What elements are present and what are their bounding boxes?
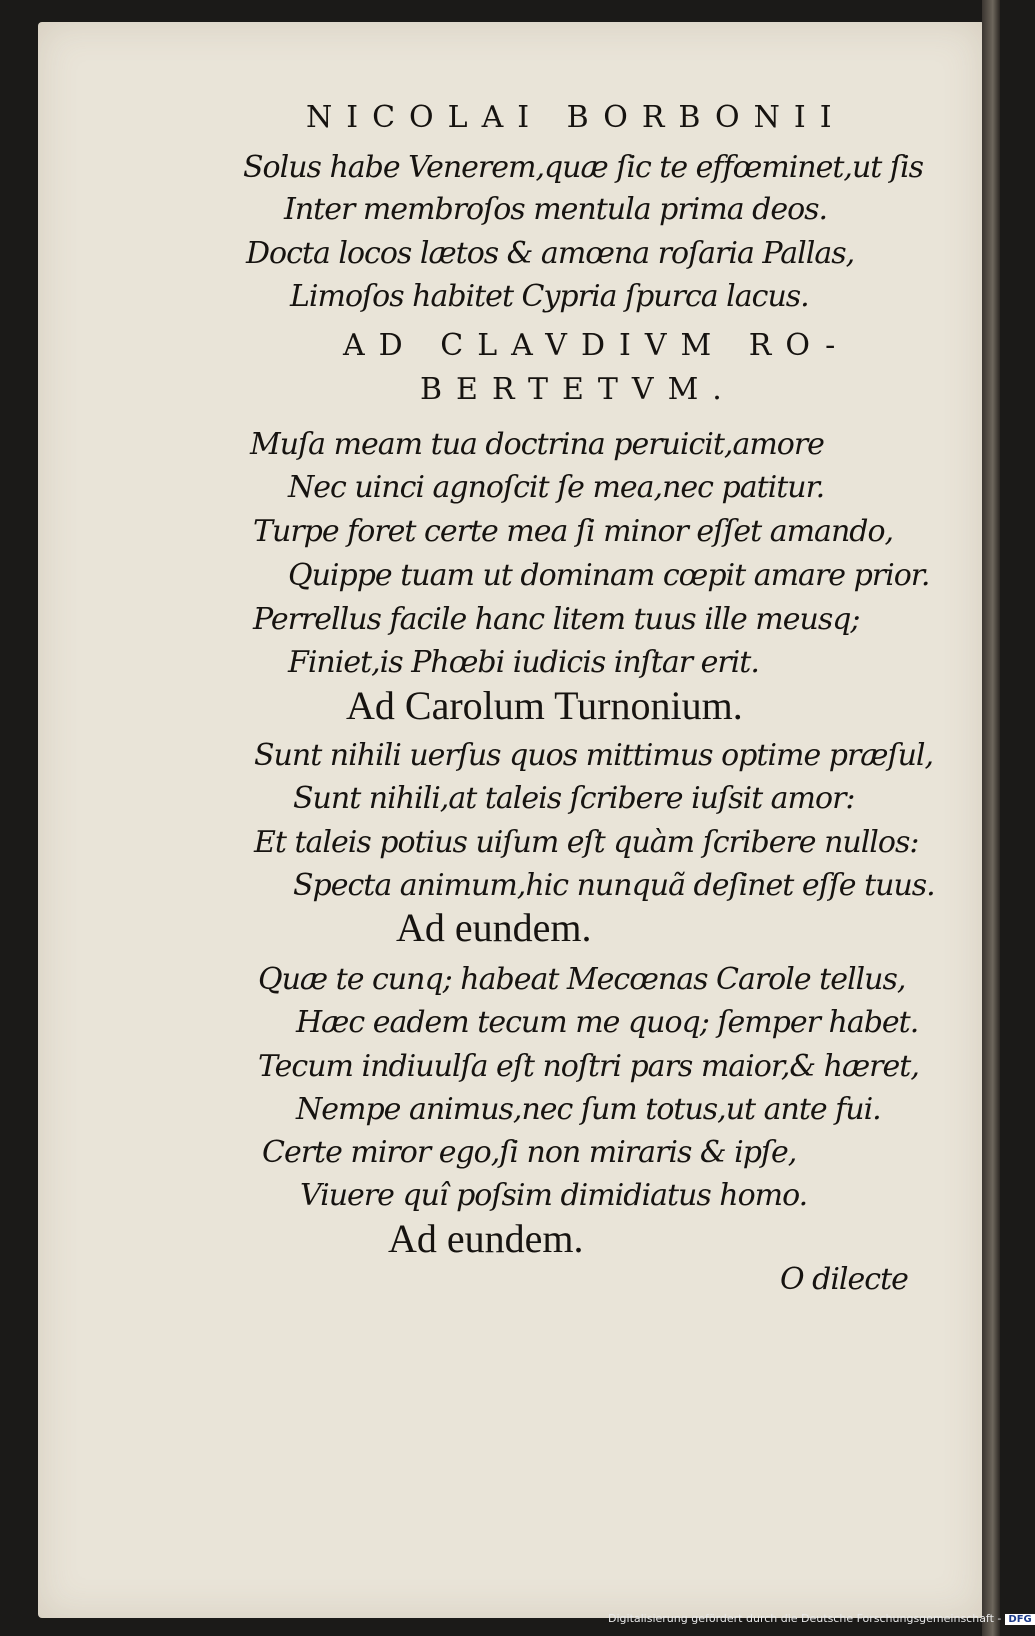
- verse-line: Solus habe Venerem,quæ ſic te effœminet,ut ſis: [243, 150, 923, 185]
- book-edge: [982, 0, 1000, 1636]
- verse-line: Hæc eadem tecum me quoq; ſemper habet.: [296, 1005, 919, 1040]
- verse-line: Quippe tuam ut dominam cœpit amare prior.: [288, 558, 930, 593]
- verse-line: Inter membroſos mentula prima deos.: [284, 192, 828, 227]
- verse-line: Viuere quî poſsim dimidiatus homo.: [300, 1178, 808, 1213]
- verse-line: Perrellus facile hanc litem tuus ille meusq;: [253, 602, 860, 637]
- poem-title: AD CLAVDIVM RO-: [343, 328, 850, 363]
- verse-line: Nempe animus,nec ſum totus,ut ante fui.: [296, 1092, 881, 1127]
- verse-line: Muſa meam tua doctrina peruicit,amore: [250, 427, 824, 462]
- poem-title: Ad eundem.: [396, 905, 592, 950]
- catchword: O dilecte: [780, 1262, 908, 1297]
- book-page: [38, 22, 983, 1618]
- poem-title: Ad eundem.: [388, 1216, 584, 1261]
- verse-line: Finiet,is Phœbi iudicis inſtar erit.: [288, 645, 759, 680]
- running-header: NICOLAI BORBONII: [306, 100, 846, 135]
- verse-line: Et taleis potius uiſum eſt quàm ſcribere nullos:: [254, 825, 919, 860]
- credit-text: Digitalisierung gefördert durch die Deutsche Forschungsgemeinschaft -: [608, 1612, 1002, 1625]
- poem-title: BERTETVM.: [420, 372, 736, 407]
- verse-line: Certe miror ego,ſi non miraris & ipſe,: [262, 1135, 797, 1170]
- dfg-logo: DFG: [1005, 1614, 1034, 1625]
- verse-line: Docta locos lætos & amœna roſaria Pallas,: [246, 236, 855, 271]
- verse-line: Tecum indiuulſa eſt noſtri pars maior,& hæret,: [258, 1049, 919, 1084]
- poem-title: Ad Carolum Turnonium.: [346, 683, 743, 728]
- verse-line: Limoſos habitet Cypria ſpurca lacus.: [290, 279, 809, 314]
- digitization-credit: [608, 1612, 1035, 1625]
- verse-line: Specta animum,hic nunquã deſinet eſſe tuus.: [293, 868, 935, 903]
- verse-line: Sunt nihili,at taleis ſcribere iuſsit amor:: [293, 781, 855, 816]
- verse-line: Quæ te cunq; habeat Mecœnas Carole tellus,: [258, 962, 906, 997]
- verse-line: Turpe foret certe mea ſi minor eſſet amando,: [253, 514, 894, 549]
- verse-line: Nec uinci agnoſcit ſe mea,nec patitur.: [288, 470, 825, 505]
- verse-line: Sunt nihili uerſus quos mittimus optime præſul,: [254, 738, 934, 773]
